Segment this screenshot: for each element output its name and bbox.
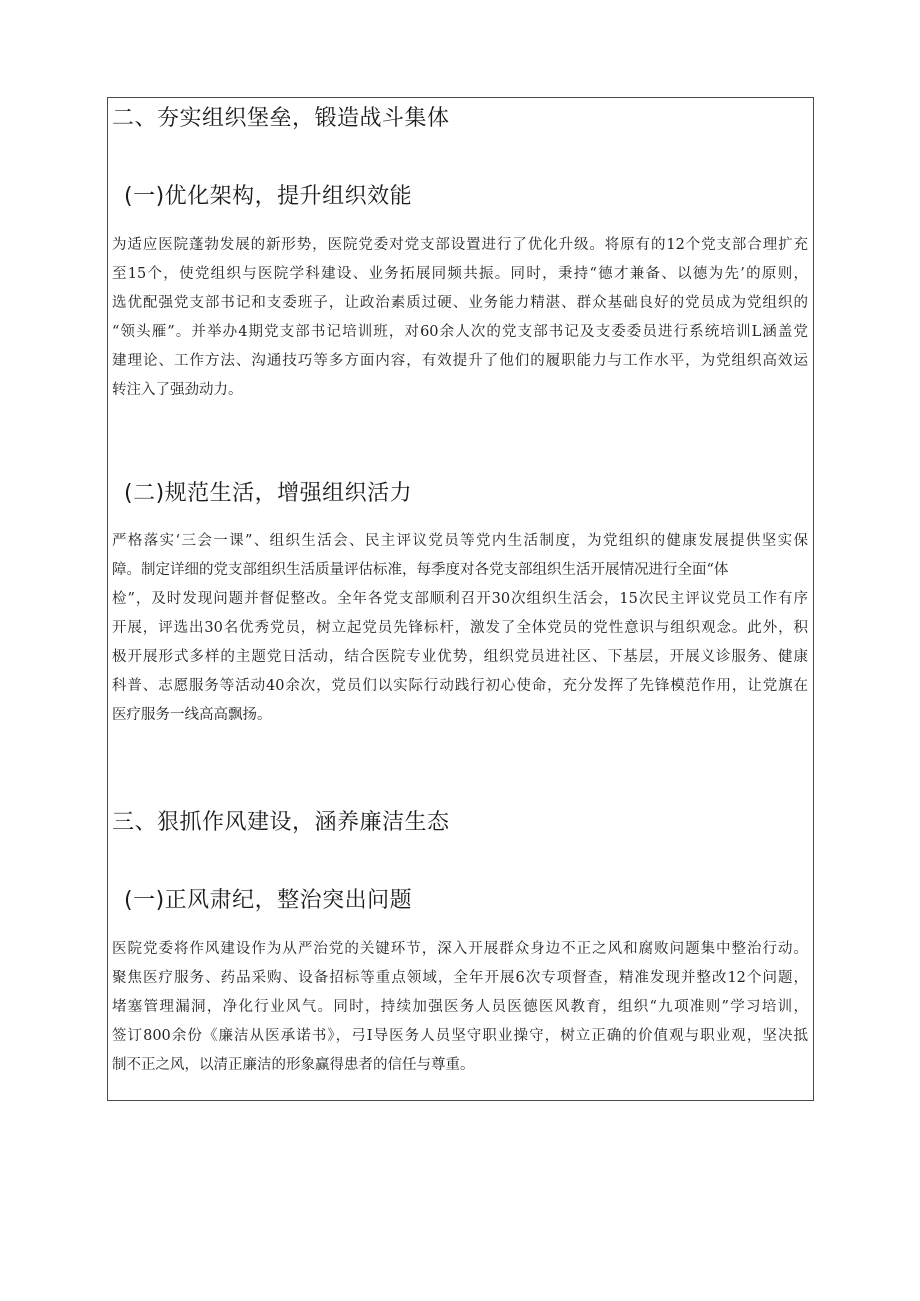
text-line: 堵塞管理漏洞，净化行业风气。同时，持续加强医务人员医德医风教育，组织“九项准则”学习培训， [112,999,808,1015]
paragraph-2-2 [112,527,808,730]
text-line: 极开展形式多样的主题党日活动，结合医院专业优势，组织党员进社区、下基层，开展义诊服务、健康 [112,649,808,665]
subsection-heading-3-1: (一)正风肃纪，整治突出问题 [124,888,413,913]
text-line: 制不正之风，以清正廉洁的形象赢得患者的信任与尊重。 [112,1057,475,1073]
text-line: “领头雁”。并举办4期党支部书记培训班，对60余人次的党支部书记及支委委员进行系统培训L涵盖党 [112,324,808,340]
text-line: 签订800余份《廉洁从医承诺书》，弓I导医务人员坚守职业操守，树立正确的价值观与职业观，坚决抵 [112,1028,808,1044]
text-line: 障。制定详细的党支部组织生活质量评估标准，每季度对各党支部组织生活开展情况进行全面“体 [112,562,729,578]
text-line: 医疗服务一线高高飘扬。 [112,707,272,723]
text-line: 医院党委将作风建设作为从严治党的关键环节，深入开展群众身边不正之风和腐败问题集中整治行动。 [112,941,808,957]
text-line: 开展，评选出30名优秀党员，树立起党员先锋标杆，激发了全体党员的党性意识与组织观念。此外，积 [112,620,808,636]
paragraph-3-1 [112,935,808,1080]
text-line: 聚焦医疗服务、药品采购、设备招标等重点领域，全年开展6次专项督查，精准发现并整改12个问题， [112,970,808,986]
text-line: 严格落实‘三会一课”、组织生活会、民主评议党员等党内生活制度，为党组织的健康发展提供坚实保 [112,533,808,549]
text-line: 转注入了强劲动力。 [112,382,243,398]
section-heading-3: 三、狠抓作风建设，涵养廉洁生态 [112,810,450,835]
text-line: 选优配强党支部书记和支委班子，让政治素质过硬、业务能力精湛、群众基础良好的党员成为党组织的 [112,295,808,311]
subsection-heading-2-2: (二)规范生活，增强组织活力 [124,481,413,506]
subsection-heading-2-1: (一)优化架构，提升组织效能 [124,184,413,209]
text-line: 为适应医院蓬勃发展的新形势，医院党委对党支部设置进行了优化升级。将原有的12个党支部合理扩充 [112,237,808,253]
paragraph-2-1 [112,231,808,405]
text-line: 建理论、工作方法、沟通技巧等多方面内容，有效提升了他们的履职能力与工作水平，为党组织高效运 [112,353,808,369]
text-line: 至15个，使党组织与医院学科建设、业务拓展同频共振。同时，秉持“德才兼备、以德为先’的原则， [112,266,808,282]
section-heading-2: 二、夯实组织堡垒，锻造战斗集体 [112,106,450,131]
text-line: 检”，及时发现问题并督促整改。全年各党支部顺利召开30次组织生活会，15次民主评议党员工作有序 [112,591,808,607]
text-line: 科普、志愿服务等活动40余次，党员们以实际行动践行初心使命，充分发挥了先锋模范作用，让党旗在 [112,678,808,694]
